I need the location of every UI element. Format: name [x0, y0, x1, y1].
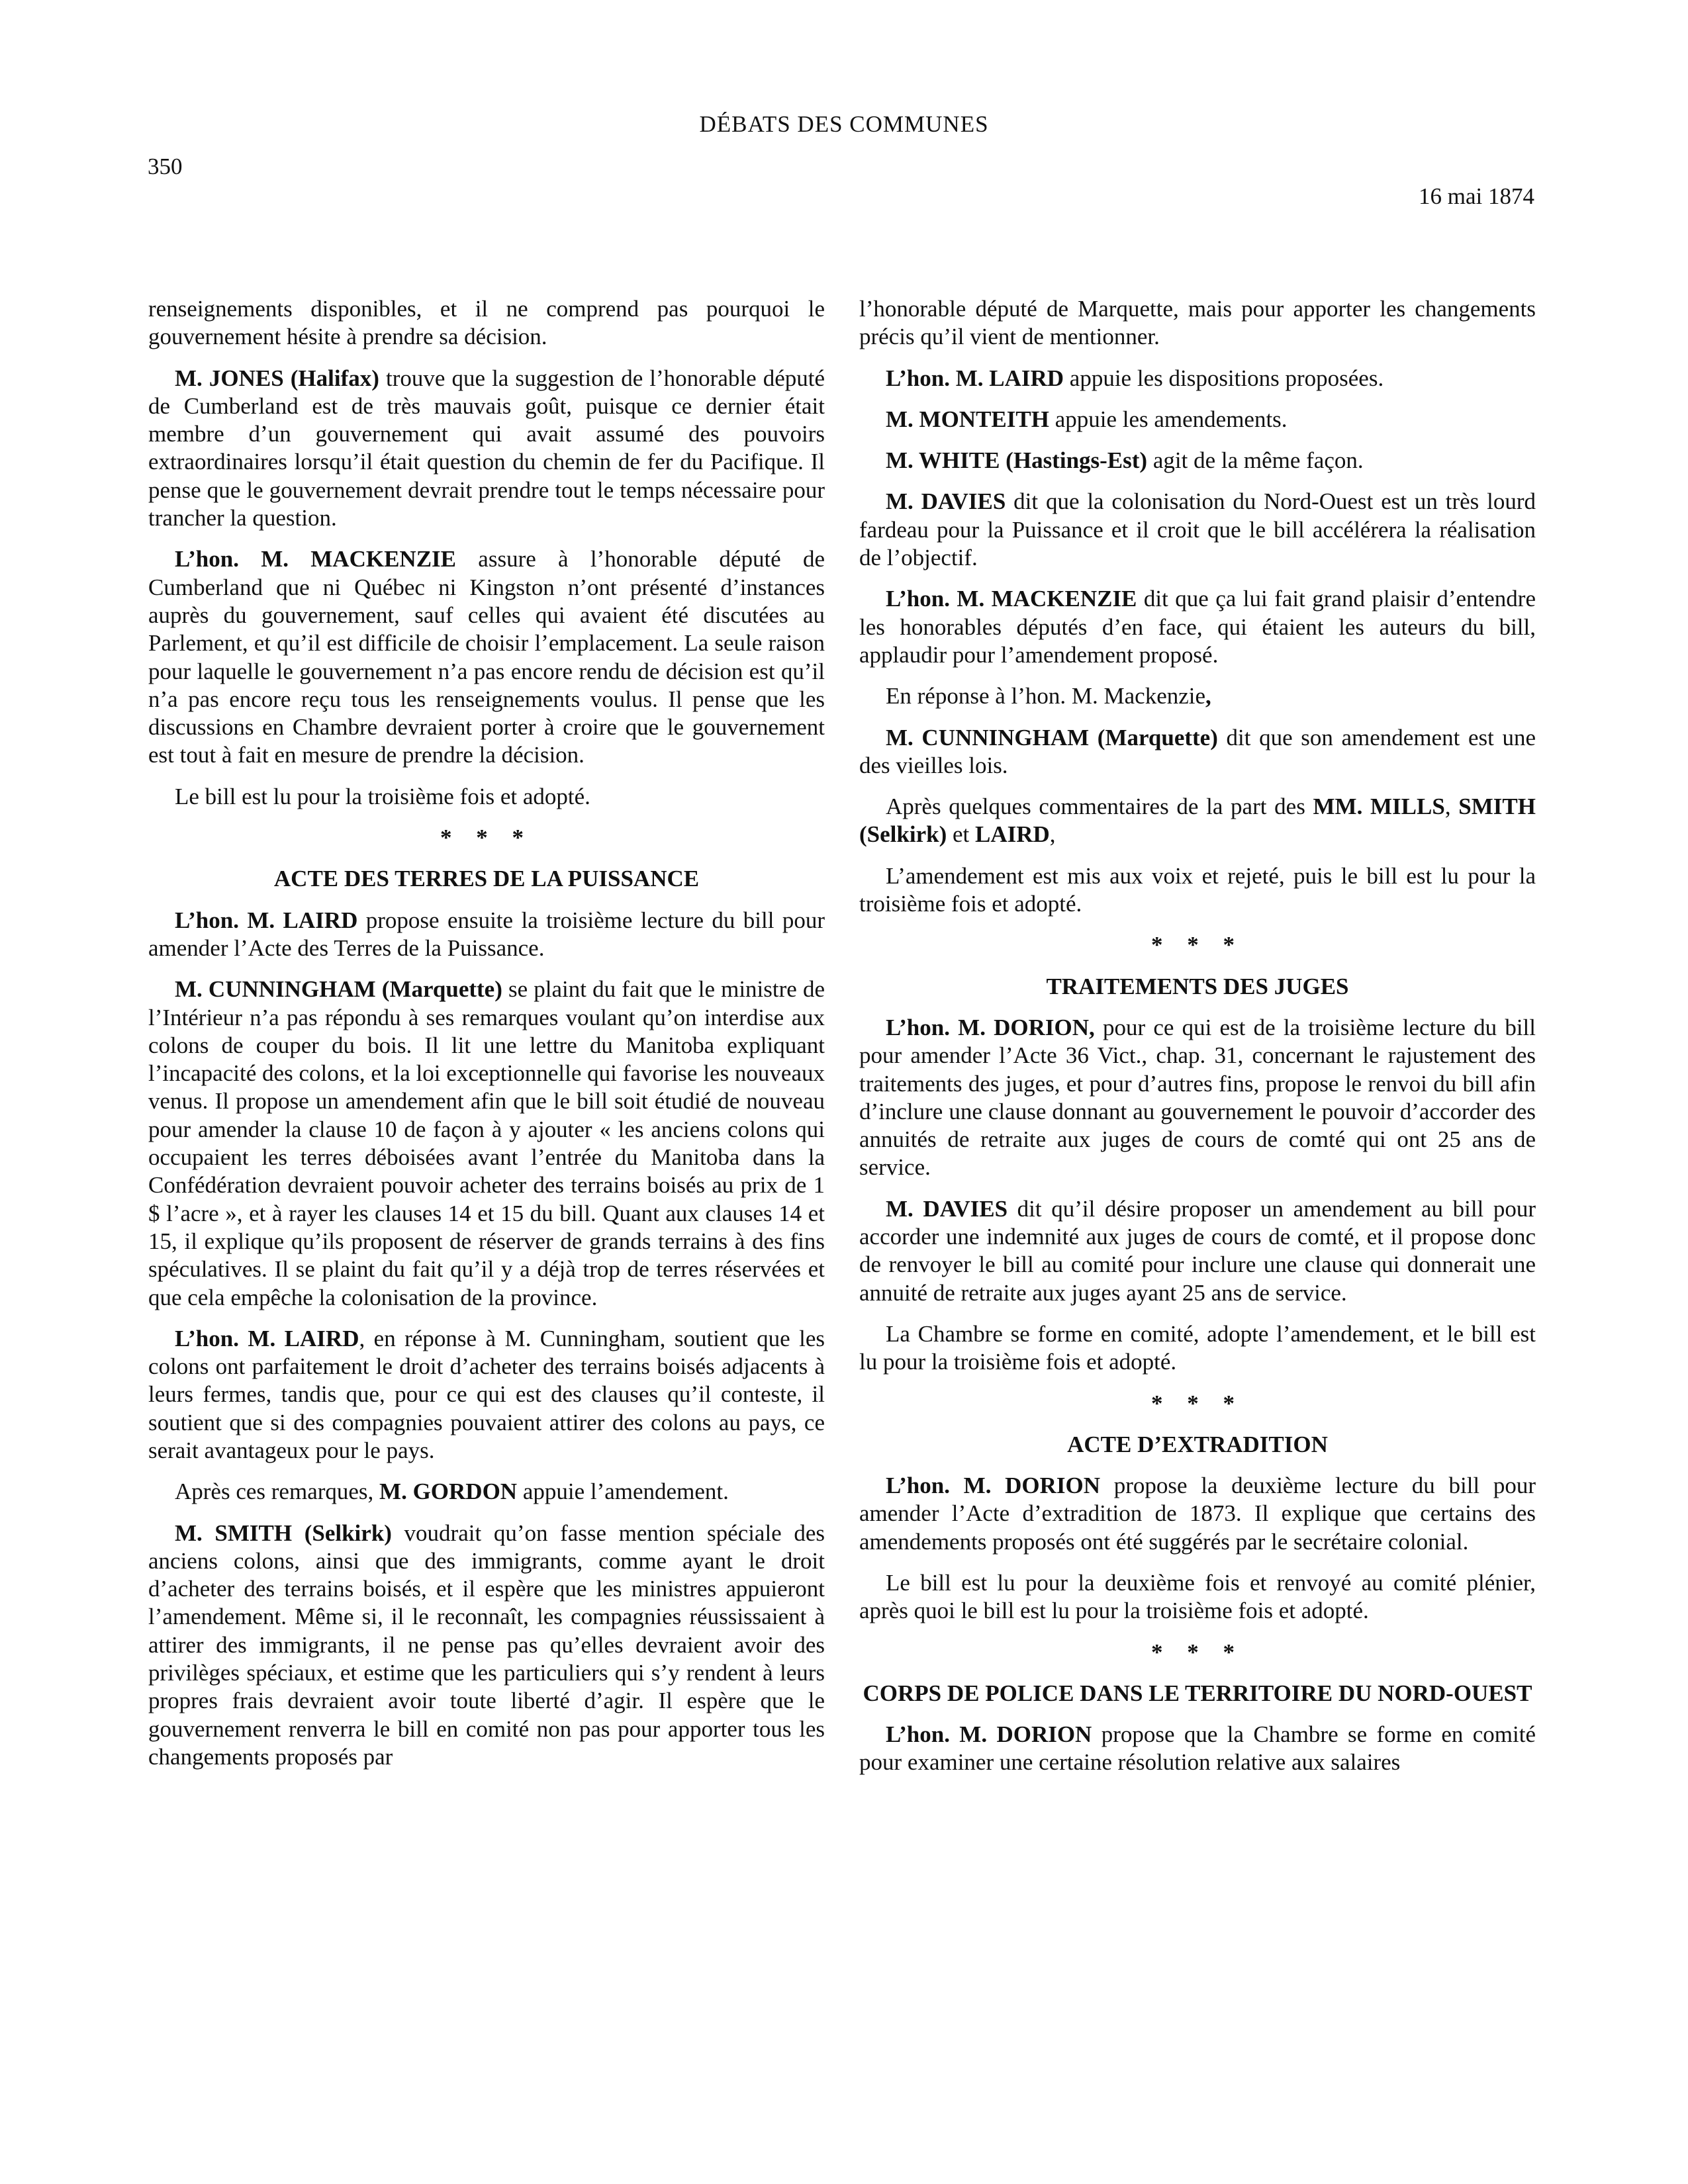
paragraph-text: propose la deuxième lecture du bill pour amender l’Acte d’extradition de 1873. Il explique que certains des amendements proposés ont été suggérés par le secrétaire colonial. — [859, 1473, 1536, 1555]
paragraph-text: La Chambre se forme en comité, adopte l’amendement, et le bill est lu pour la troisième fois et adopté. — [859, 1320, 1536, 1375]
paragraph — [859, 1195, 1536, 1307]
paragraph — [859, 488, 1536, 572]
paragraph — [859, 447, 1536, 475]
speaker-name: M. JONES (Halifax) — [175, 365, 379, 391]
speaker-name: M. WHITE (Hastings-Est) — [886, 447, 1148, 474]
speaker-name: L’hon. M. LAIRD — [175, 907, 358, 933]
section-heading: ACTE D’EXTRADITION — [1067, 1431, 1328, 1457]
paragraph — [859, 295, 1536, 351]
paragraph-text: appuie l’amendement. — [517, 1479, 729, 1505]
section-heading: CORPS DE POLICE DANS LE TERRITOIRE DU NORD-OUEST — [863, 1680, 1532, 1706]
paragraph-text: trouve que la suggestion de l’honorable député de Cumberland est de très mauvais goût, puisque ce dernier était membre d’un gouvernement qui avait assumé des pouvoirs extraordinaires lorsqu’il était question du chemin de fer du Pacifique. Il pense que le gouvernement devrait prendre tout le temps nécessaire pour trancher la question. — [148, 365, 825, 531]
paragraph-text: se plaint du fait que le ministre de l’Intérieur n’a pas répondu à ses remarques voulant qu’on interdise aux colons de couper du bois. Il lit une lettre du Manitoba expliquant l’incapacité des colons, et la loi exceptionnelle qui favorise les nouveaux venus. Il propose un amendement afin que le bill soit étudié de nouveau pour amender la clause 10 de façon à y ajouter « les anciens colons qui occupaient les terres déboisées avant l’entrée du Manitoba dans la Confédération devraient pouvoir acheter des terrains boisés au prix de 1 $ l’acre », et à rayer les clauses 14 et 15 du bill. Quant aux clauses 14 et 15, il explique qu’ils proposent de réserver de grands terrains à des fins spéculatives. Il se plaint du fait qu’il y a déjà trop de terres réservées et que cela empêche la colonisation de la province. — [148, 976, 825, 1310]
paragraph-text: dit que la colonisation du Nord-Ouest est un très lourd fardeau pour la Puissance et il croit que le bill accélérera la réalisation de l’objectif. — [859, 488, 1536, 571]
paragraph-text: propose que la Chambre se forme en comité pour examiner une certaine résolution relative aux salaires — [859, 1721, 1536, 1776]
paragraph-text: assure à l’honorable député de Cumberland que ni Québec ni Kingston n’ont présenté d’instances auprès du gouvernement, sauf celles qui avaient été discutées au Parlement, et qu’il est difficile de choisir l’emplacement. La seule raison pour laquelle le gouvernement n’a pas encore rendu de décision est qu’il n’a pas encore reçu tous les renseignements voulus. Il pense que les discussions en Chambre devraient porter à croire que le gouvernement est tout à fait en mesure de prendre la décision. — [148, 546, 825, 768]
paragraph-text: L’amendement est mis aux voix et rejeté, puis le bill est lu pour la troisième fois et adopté. — [859, 862, 1536, 917]
right-column — [859, 295, 1536, 1790]
section-separator: * * * — [1151, 1639, 1244, 1665]
speaker-name: LAIRD — [975, 821, 1050, 848]
paragraph — [148, 1520, 825, 1772]
paragraph-text: Le bill est lu pour la troisième fois et adopté. — [175, 783, 590, 809]
speaker-name: L’hon. M. DORION, — [886, 1014, 1095, 1040]
paragraph — [859, 1569, 1536, 1625]
paragraph — [859, 862, 1536, 919]
section-separator: * * * — [440, 825, 533, 851]
paragraph — [859, 1320, 1536, 1377]
paragraph-text: l’honorable député de Marquette, mais pour apporter les changements précis qu’il vient de mentionner. — [859, 296, 1536, 350]
speaker-name: M. CUNNINGHAM (Marquette) — [886, 724, 1218, 751]
paragraph-text: et — [947, 821, 975, 848]
speaker-name: M. GORDON — [379, 1479, 518, 1505]
section-separator: * * * — [1151, 1390, 1244, 1416]
paragraph-text: propose ensuite la troisième lecture du bill pour amender l’Acte des Terres de la Puissance. — [148, 907, 825, 961]
paragraph-text: dit qu’il désire proposer un amendement au bill pour accorder une indemnité aux juges de cours de comté, et il propose donc de renvoyer le bill au comité pour inclure une clause qui donnerait une annuité de retraite aux juges ayant 25 ans de service. — [859, 1195, 1536, 1306]
journal-title: DÉBATS DES COMMUNES — [699, 111, 989, 137]
section-separator: * * * — [1151, 932, 1244, 958]
speaker-name: L’hon. M. MACKENZIE — [175, 546, 457, 572]
paragraph-text: voudrait qu’on fasse mention spéciale des anciens colons, ainsi que des immigrants, comme ayant le droit d’acheter des terrains boisés, et il espère que les ministres appuieront l’amendement. Même si, il le reconnaît, les compagnies réussissaient à attirer des immigrants, il ne pense pas qu’elles devraient avoir des privilèges spéciaux, et estime que les particuliers qui s’y rendent à leurs propres frais devraient avoir toute liberté d’agir. Il espère que le gouvernement renverra le bill en comité non pas pour apporter tous les changements proposés par — [148, 1520, 825, 1770]
paragraph — [859, 724, 1536, 780]
paragraph — [148, 545, 825, 769]
paragraph — [148, 365, 825, 533]
paragraph-text: appuie les dispositions proposées. — [1064, 365, 1384, 391]
paragraph — [148, 783, 825, 811]
paragraph — [859, 406, 1536, 433]
paragraph-text: Le bill est lu pour la deuxième fois et renvoyé au comité plénier, après quoi le bill est lu pour la troisième fois et adopté. — [859, 1569, 1536, 1624]
speaker-name: M. MONTEITH — [886, 406, 1049, 432]
paragraph — [859, 1721, 1536, 1777]
speaker-name: M. DAVIES — [886, 1195, 1008, 1222]
section-heading: TRAITEMENTS DES JUGES — [1046, 973, 1349, 999]
speaker-name: , — [1205, 683, 1211, 709]
paragraph — [859, 365, 1536, 392]
paragraph — [148, 1478, 825, 1506]
speaker-name: L’hon. M. DORION — [886, 1721, 1092, 1748]
speaker-name: M. DAVIES — [886, 488, 1006, 515]
speaker-name: L’hon. M. DORION — [886, 1473, 1101, 1499]
paragraph — [859, 682, 1536, 710]
speaker-name: MM. MILLS — [1313, 794, 1445, 820]
speaker-name: SMITH (Selkirk) — [859, 794, 1536, 848]
left-column — [148, 295, 825, 1784]
paragraph — [859, 793, 1536, 849]
speaker-name: L’hon. M. MACKENZIE — [886, 586, 1137, 612]
paragraph — [859, 1014, 1536, 1182]
date: 16 mai 1874 — [1419, 183, 1534, 209]
paragraph-text: En réponse à l’hon. M. Mackenzie — [886, 683, 1206, 709]
speaker-name: L’hon. M. LAIRD — [886, 365, 1064, 391]
paragraph-text: agit de la même façon. — [1147, 447, 1364, 474]
paragraph-text: dit que son amendement est une des vieilles lois. — [859, 724, 1536, 778]
paragraph-text: Après quelques commentaires de la part des — [886, 794, 1313, 820]
paragraph-text: dit que ça lui fait grand plaisir d’entendre les honorables députés d’en face, qui étaient les auteurs du bill, applaudir pour l’amendement proposé. — [859, 586, 1536, 668]
paragraph-text: , en réponse à M. Cunningham, soutient que les colons ont parfaitement le droit d’acheter des terrains boisés adjacents à leurs fermes, tandis que, pour ce qui est des clauses qu’il conteste, il soutient que si des compagnies pouvaient attirer des colons au pays, ce serait avantageux pour le pays. — [148, 1325, 825, 1463]
paragraph — [148, 907, 825, 963]
paragraph — [148, 976, 825, 1312]
paragraph — [859, 1472, 1536, 1556]
page-number: 350 — [148, 154, 183, 179]
paragraph-text: , — [1444, 794, 1459, 820]
paragraph — [859, 585, 1536, 669]
speaker-name: L’hon. M. LAIRD — [175, 1325, 359, 1351]
speaker-name: M. CUNNINGHAM (Marquette) — [175, 976, 502, 1003]
paragraph-text: renseignements disponibles, et il ne comprend pas pourquoi le gouvernement hésite à prendre sa décision. — [148, 296, 825, 350]
paragraph — [148, 1325, 825, 1465]
speaker-name: M. SMITH (Selkirk) — [175, 1520, 392, 1546]
paragraph-text: , — [1049, 821, 1056, 848]
section-heading: ACTE DES TERRES DE LA PUISSANCE — [273, 866, 700, 892]
paragraph-text: Après ces remarques, — [175, 1479, 380, 1505]
paragraph-text: appuie les amendements. — [1049, 406, 1288, 432]
paragraph-text: pour ce qui est de la troisième lecture du bill pour amender l’Acte 36 Vict., chap. 31, concernant le rajustement des traitements des juges, et pour d’autres fins, propose le renvoi du bill afin d’inclure une clause donnant au gouvernement le pouvoir d’accorder des annuités de retraite aux juges de cours de comté qui ont 25 ans de service. — [859, 1014, 1536, 1181]
paragraph — [148, 295, 825, 351]
